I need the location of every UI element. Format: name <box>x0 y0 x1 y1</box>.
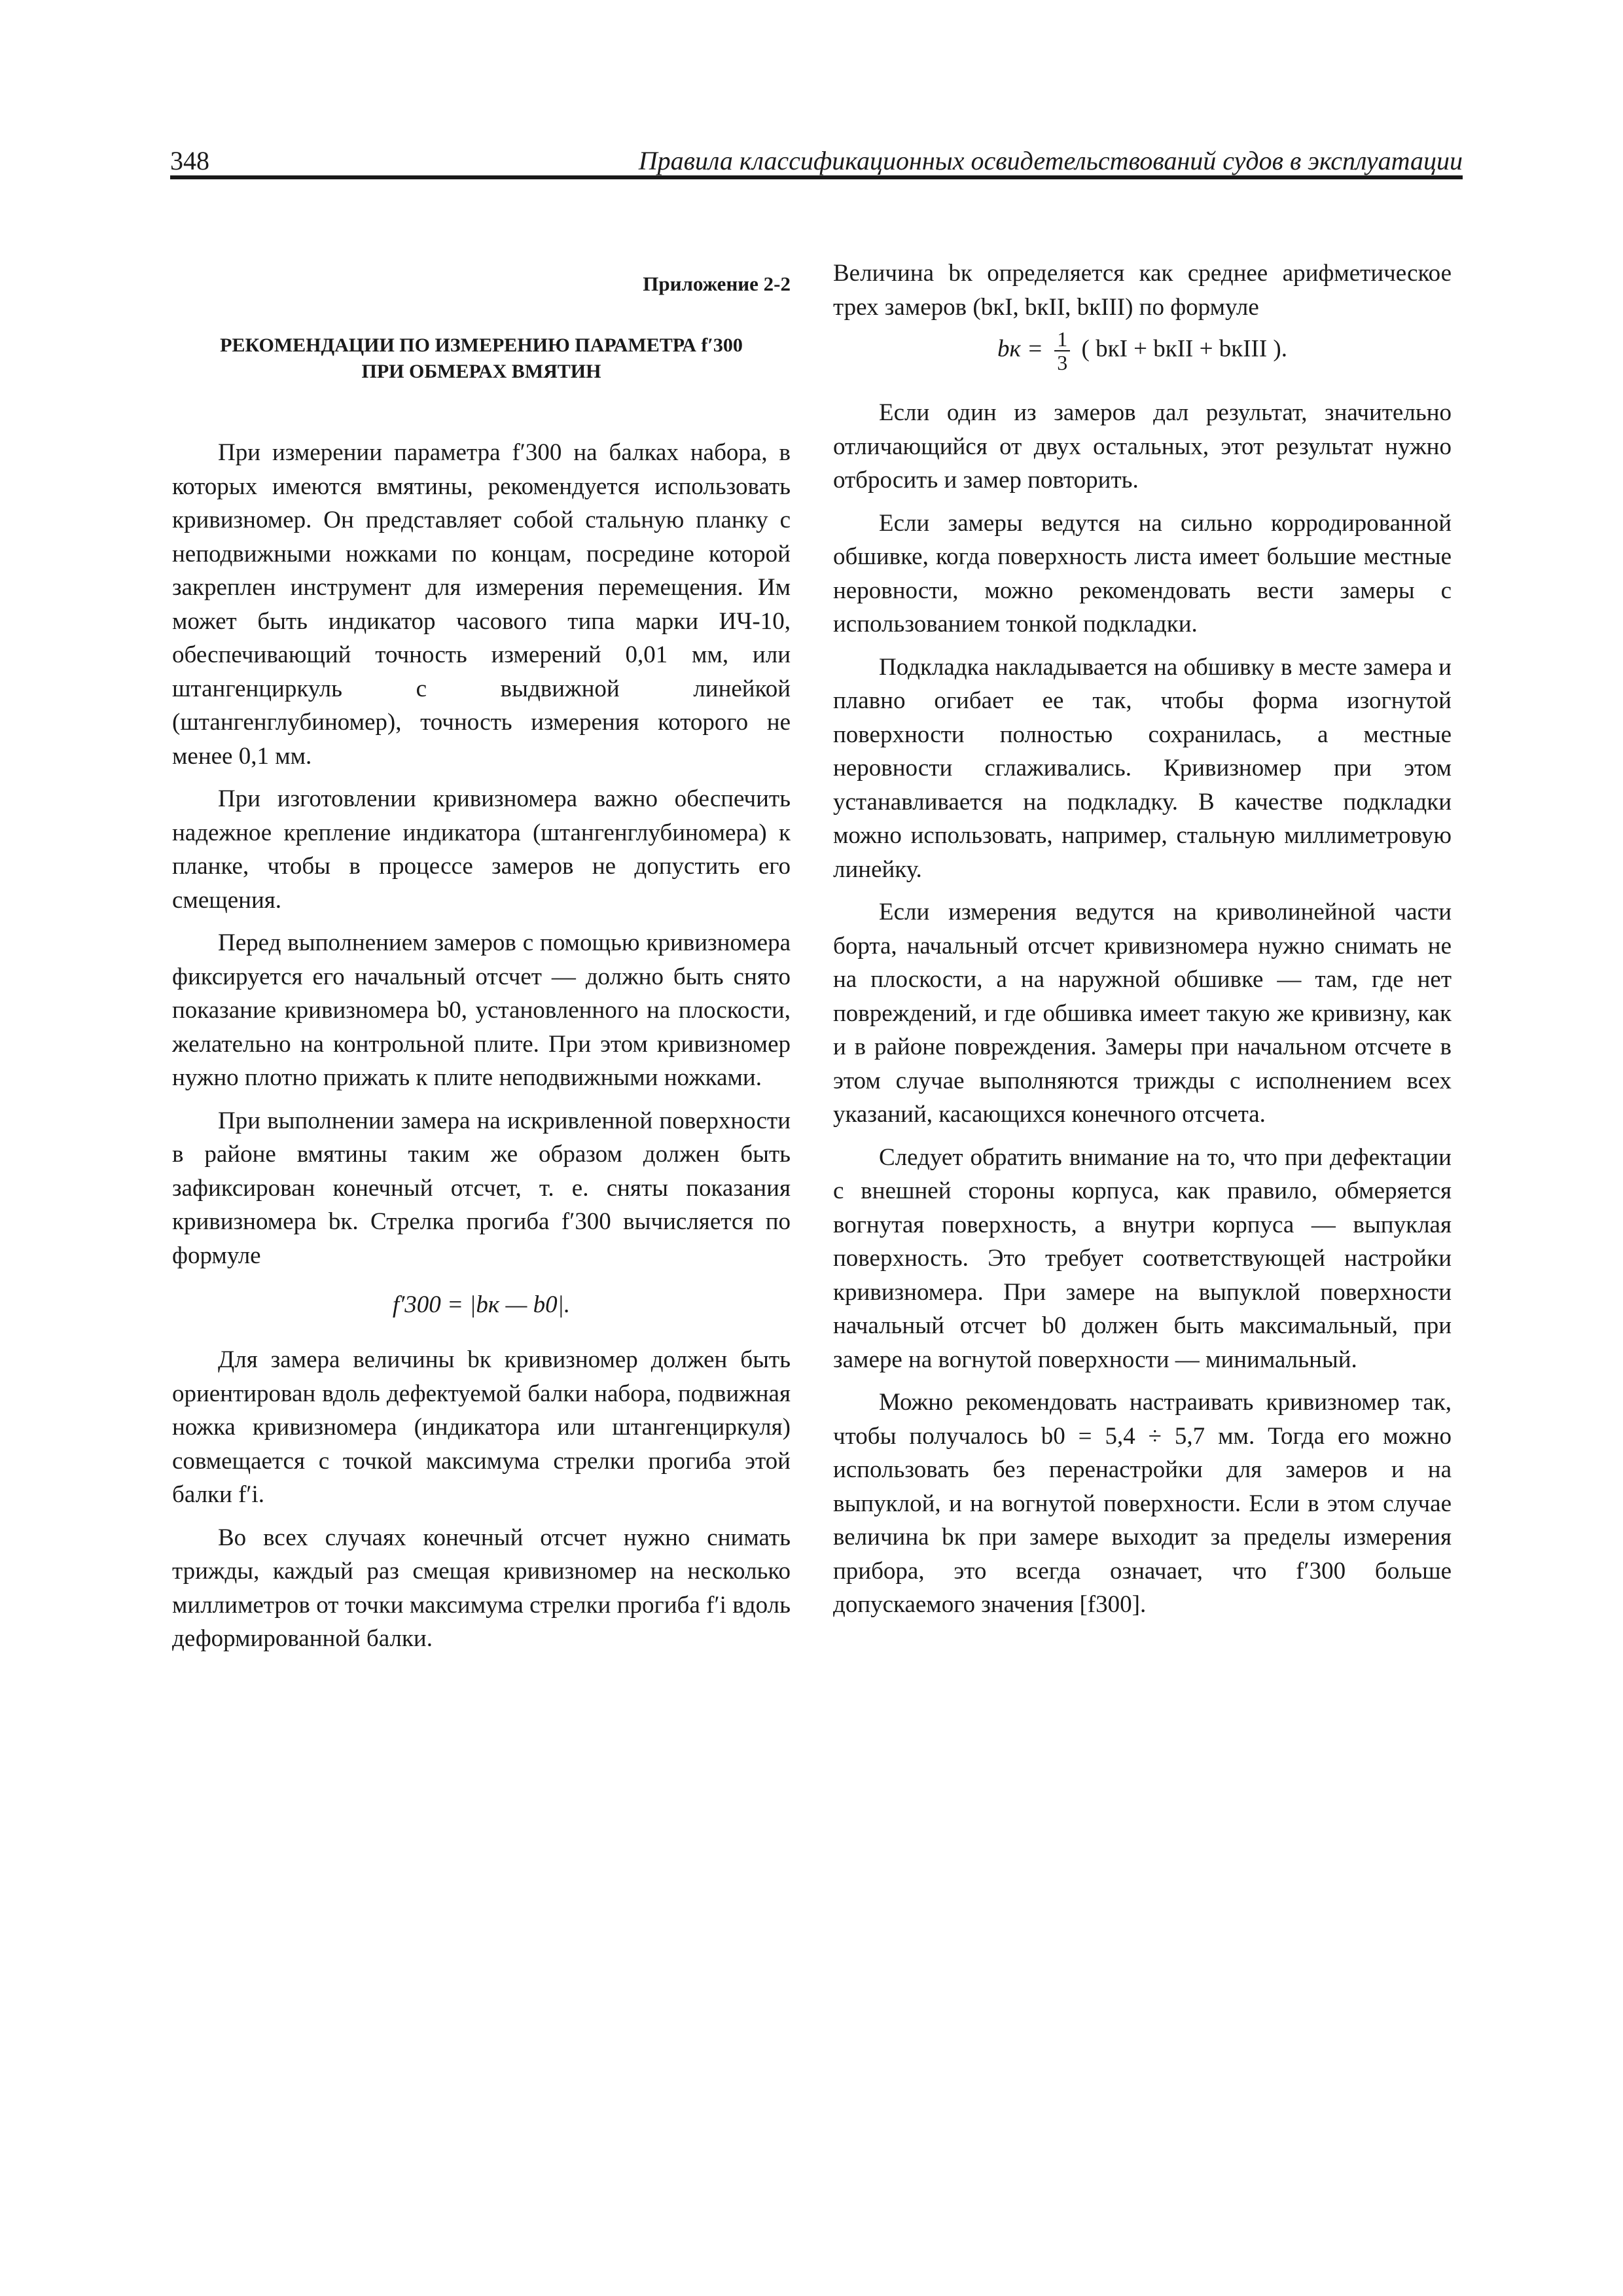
fraction-denominator: 3 <box>1057 351 1068 374</box>
right-column <box>833 257 1452 1622</box>
left-column <box>172 257 791 1656</box>
left-paragraph-6: Во всех случаях конечный отсчет нужно снимать трижды, каждый раз смещая кривизномер на несколько миллиметров от точки максимума стрелки прогиба f′i вдоль деформированной балки. <box>172 1524 791 1652</box>
left-paragraph-1: При измерении параметра f′300 на балках набора, в которых имеются вмятины, рекомендуется использовать кривизномер. Он представляет собой стальную планку с неподвижными ножками по концам, посредине которой закреплен инструмент для измерения перемещения. Им может быть индикатор часового типа марки ИЧ-10, обеспечивающий точность измерений 0,01 мм, или штангенциркуль с выдвижной линейкой (штангенглубиномер), точность измерения которого не менее 0,1 мм. <box>172 439 791 770</box>
section-title <box>172 332 791 385</box>
fraction-one-third <box>1054 328 1070 374</box>
running-title: Правила классификационных освидетельствований судов в эксплуатации <box>638 146 1463 175</box>
left-paragraph-2: При изготовлении кривизномера важно обеспечить надежное крепление индикатора (штангенглубиномера) к планке, чтобы в процессе замеров не допустить его смещения. <box>172 785 791 914</box>
right-paragraph-6: Следует обратить внимание на то, что при дефектации с внешней стороны корпуса, как правило, обмеряется вогнутая поверхность, а внутри корпуса — выпуклая поверхность. Это требует соответствующей настройки кривизномера. При замере на выпуклой поверхности начальный отсчет b0 должен быть максимальный, при замере на вогнутой поверхности — минимальный. <box>833 1143 1452 1373</box>
section-title-line-1: РЕКОМЕНДАЦИИ ПО ИЗМЕРЕНИЮ ПАРАМЕТРА f′300 <box>220 334 743 356</box>
right-paragraph-7: Можно рекомендовать настраивать кривизномер так, чтобы получалось b0 = 5,4 ÷ 5,7 мм. Тогда его можно использовать без перенастройки для замеров и на выпуклой, и на вогнутой поверхности. Если в этом случае величина bк при замере выходит за пределы измерения прибора, это всегда означает, что f′300 больше допускаемого значения [f300]. <box>833 1389 1452 1618</box>
page-number: 348 <box>170 146 209 175</box>
right-paragraph-4: Подкладка накладывается на обшивку в месте замера и плавно огибает ее так, чтобы форма изогнутой поверхности полностью сохранилась, а местные неровности сглаживались. Кривизномер при этом устанавливается на подкладку. В качестве подкладки можно использовать, например, стальную миллиметровую линейку. <box>833 653 1452 883</box>
right-paragraph-5: Если измерения ведутся на криволинейной части борта, начальный отсчет кривизномера нужно снимать не на плоскости, а на наружной обшивке — там, где нет повреждений, и где обшивка имеет такую же кривизну, как и в районе повреждения. Замеры при начальном отсчете в этом случае выполняются трижды с исполнением всех указаний, касающихся конечного отсчета. <box>833 899 1452 1128</box>
left-paragraph-4: При выполнении замера на искривленной поверхности в районе вмятины таким же образом должен быть зафиксирован конечный отсчет, т. е. сняты показания кривизномера bк. Стрелка прогиба f′300 вычисляется по формуле <box>172 1107 791 1269</box>
right-paragraph-1: Величина bк определяется как среднее арифметическое трех замеров (bкI, bкII, bкIII) по формуле <box>833 260 1452 321</box>
section-title-line-2: ПРИ ОБМЕРАХ ВМЯТИН <box>361 361 601 382</box>
left-paragraph-3: Перед выполнением замеров с помощью кривизномера фиксируется его начальный отсчет — должно быть снято показание кривизномера b0, установленного на плоскости, желательно на контрольной плите. При этом кривизномер нужно плотно прижать к плите неподвижными ножками. <box>172 929 791 1091</box>
fraction-numerator: 1 <box>1054 328 1070 351</box>
deflection-formula: f′300 = |bк — b0|. <box>392 1291 571 1318</box>
header-rule <box>170 175 1463 179</box>
right-paragraph-3: Если замеры ведутся на сильно корродированной обшивке, когда поверхность листа имеет большие местные неровности, можно рекомендовать вести замеры с использованием тонкой подкладки. <box>833 509 1452 637</box>
mean-formula-rhs: ( bкI + bкII + bкIII ). <box>1081 335 1287 363</box>
mean-formula-lhs: bк = <box>997 335 1044 363</box>
left-paragraph-5: Для замера величины bк кривизномер должен быть ориентирован вдоль дефектуемой балки набора, подвижная ножка кривизномера (индикатора или штангенциркуля) совмещается с точкой максимума стрелки прогиба этой балки f′i. <box>172 1346 791 1508</box>
mean-formula <box>833 328 1452 374</box>
right-paragraph-2: Если один из замеров дал результат, значительно отличающийся от двух остальных, этот результат нужно отбросить и замер повторить. <box>833 399 1452 493</box>
appendix-label: Приложение 2-2 <box>643 272 791 295</box>
